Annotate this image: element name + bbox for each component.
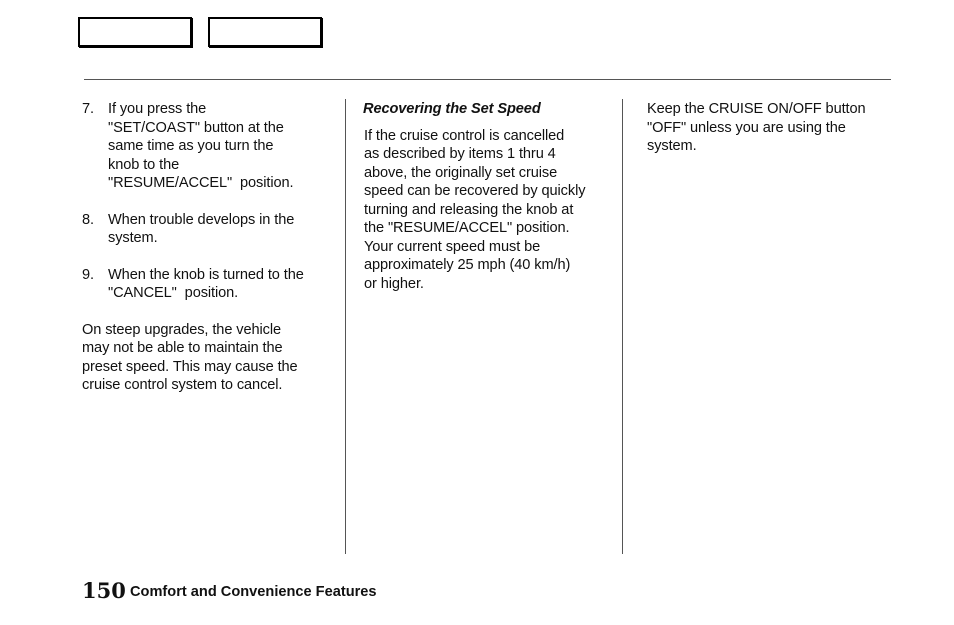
- cruise-off-paragraph: [647, 100, 897, 156]
- text-line: On steep upgrades, the vehicle: [82, 321, 282, 338]
- text-line: system.: [647, 138, 697, 154]
- list-item-8: [82, 211, 332, 248]
- text-line: preset speed. This may cause the: [82, 358, 298, 375]
- list-item-text: [108, 211, 332, 248]
- recovering-speed-paragraph: [364, 127, 616, 294]
- text-line: speed can be recovered by quickly: [364, 183, 586, 199]
- list-item-7: [82, 100, 332, 193]
- middle-column: [364, 100, 616, 293]
- next-page-button[interactable]: [208, 17, 322, 47]
- column-divider-left: [345, 99, 346, 554]
- header-divider: [84, 79, 891, 80]
- text-line: turning and releasing the knob at: [364, 201, 574, 218]
- text-line: or higher.: [364, 275, 424, 292]
- list-item-number: 7.: [82, 101, 94, 117]
- column-divider-right: [622, 99, 623, 554]
- section-heading: Recovering the Set Speed: [363, 101, 541, 117]
- text-line: "CANCEL" position.: [108, 285, 239, 301]
- text-line: above, the originally set cruise: [364, 164, 558, 181]
- text-line: may not be able to maintain the: [82, 340, 283, 356]
- text-line: "SET/COAST" button at the: [108, 119, 284, 136]
- list-item-number: 9.: [82, 266, 94, 283]
- page-number: 150: [82, 578, 126, 603]
- text-line: cruise control system to cancel.: [82, 377, 283, 393]
- text-line: knob to the: [108, 156, 180, 173]
- text-line: When trouble develops in the: [108, 211, 295, 228]
- right-column: [647, 100, 897, 156]
- text-line: as described by items 1 thru 4: [364, 146, 556, 162]
- list-item-text: [108, 266, 332, 303]
- text-line: Keep the CRUISE ON/OFF button: [647, 101, 866, 117]
- text-line: "RESUME/ACCEL" position.: [108, 175, 294, 191]
- text-line: If the cruise control is cancelled: [364, 127, 565, 144]
- footer-section-title: Comfort and Convenience Features: [130, 584, 377, 600]
- upgrade-note-paragraph: [82, 321, 332, 395]
- list-item-text: [108, 100, 332, 193]
- previous-page-button[interactable]: [78, 17, 192, 47]
- left-column: [82, 100, 332, 395]
- text-line: If you press the: [108, 101, 207, 117]
- text-line: system.: [108, 230, 158, 246]
- text-line: the "RESUME/ACCEL" position.: [364, 220, 570, 236]
- text-line: approximately 25 mph (40 km/h): [364, 257, 571, 273]
- text-line: same time as you turn the: [108, 138, 274, 154]
- list-item-9: [82, 266, 332, 303]
- text-line: "OFF" unless you are using the: [647, 119, 846, 136]
- list-item-number: 8.: [82, 211, 94, 228]
- text-line: When the knob is turned to the: [108, 266, 304, 283]
- text-line: Your current speed must be: [364, 238, 541, 255]
